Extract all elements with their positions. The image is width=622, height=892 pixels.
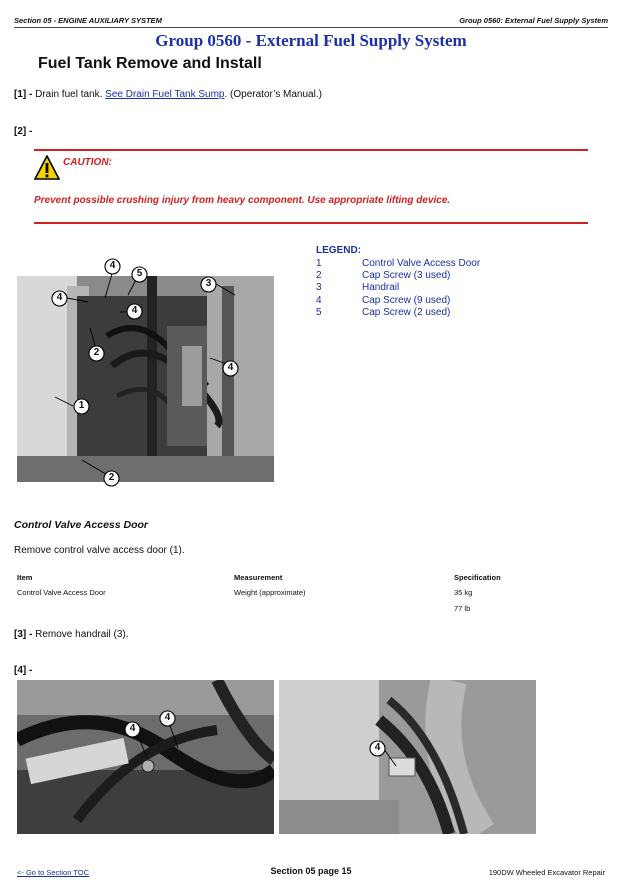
callout-label: 2	[108, 472, 115, 483]
caution-text: Prevent possible crushing injury from heavy component. Use appropriate lifting device.	[34, 195, 451, 206]
step-1-text: Drain fuel tank.	[35, 89, 103, 100]
figure-1-callout	[222, 360, 239, 382]
legend-item-number: 5	[316, 307, 322, 318]
caution-label: CAUTION:	[63, 157, 112, 168]
step-1-tail: . (Operator’s Manual.)	[224, 89, 322, 100]
step-2-number: [2] -	[14, 126, 33, 137]
figure-2-callout	[124, 721, 141, 743]
group-title: Group 0560 - External Fuel Supply System	[155, 31, 467, 50]
drain-fuel-tank-link[interactable]: See Drain Fuel Tank Sump	[105, 89, 225, 100]
callout-label: 3	[205, 278, 212, 289]
callout-label: 4	[374, 742, 381, 753]
warning-triangle-icon	[34, 155, 60, 186]
step-3	[14, 629, 129, 640]
table-header-specification: Specification	[454, 573, 501, 582]
section-toc-link[interactable]: <- Go to Section TOC	[17, 868, 90, 877]
callout-label: 2	[93, 347, 100, 358]
page-number: Section 05 page 15	[270, 866, 352, 876]
step-3-number: [3] -	[14, 629, 33, 640]
callout-label: 4	[131, 305, 138, 316]
callout-label: 4	[227, 362, 234, 373]
callout-label: 4	[56, 292, 63, 303]
subsection-text: Remove control valve access door (1).	[14, 545, 185, 556]
table-cell-measurement: Weight (approximate)	[234, 588, 306, 597]
figure-3-callout	[369, 740, 386, 762]
legend-item-label: Cap Screw (9 used)	[362, 295, 451, 306]
callout-label: 4	[109, 260, 116, 271]
figure-1-callout	[73, 398, 90, 420]
table-cell-spec-imperial: 77 lb	[454, 604, 471, 613]
figure-1-callout	[126, 303, 143, 325]
figure-1-callout	[131, 266, 148, 288]
table-header-measurement: Measurement	[234, 573, 283, 582]
figure-1-callout	[103, 470, 120, 492]
step-1-number: [1] -	[14, 89, 33, 100]
manual-title: 190DW Wheeled Excavator Repair	[488, 868, 605, 877]
legend-item-number: 4	[316, 295, 322, 306]
figure-1-leader-lines	[0, 250, 300, 495]
caution-bottom-rule	[34, 222, 588, 224]
callout-label: 5	[136, 268, 143, 279]
figure-1-callout	[88, 345, 105, 367]
subsection-title: Control Valve Access Door	[14, 519, 149, 531]
header-divider	[14, 27, 608, 28]
legend-item-number: 1	[316, 258, 322, 269]
legend-item-label: Cap Screw (3 used)	[362, 270, 451, 281]
figure-2-callout	[159, 710, 176, 732]
figure-2-leader-lines	[0, 700, 300, 800]
table-cell-spec-metric: 35 kg	[454, 588, 473, 597]
legend-item-number: 3	[316, 282, 322, 293]
legend-item-number: 2	[316, 270, 322, 281]
step-1	[14, 89, 322, 100]
table-cell-item: Control Valve Access Door	[17, 588, 106, 597]
figure-1-callout	[104, 258, 121, 280]
section-header: Section 05 - ENGINE AUXILIARY SYSTEM	[14, 16, 162, 25]
figure-1-callout	[200, 276, 217, 298]
table-header-item: Item	[17, 573, 33, 582]
caution-top-rule	[34, 149, 588, 151]
legend-title: LEGEND:	[316, 245, 361, 256]
callout-label: 1	[78, 400, 85, 411]
step-4-number: [4] -	[14, 665, 33, 676]
callout-label: 4	[129, 723, 136, 734]
legend-item-label: Cap Screw (2 used)	[362, 307, 451, 318]
page-title: Fuel Tank Remove and Install	[38, 55, 262, 72]
step-3-text: Remove handrail (3).	[35, 629, 129, 640]
figure-1-callout	[51, 290, 68, 312]
legend-item-label: Control Valve Access Door	[362, 258, 481, 269]
legend-item-label: Handrail	[362, 282, 400, 293]
callout-label: 4	[164, 712, 171, 723]
group-header: Group 0560: External Fuel Supply System	[459, 16, 608, 25]
